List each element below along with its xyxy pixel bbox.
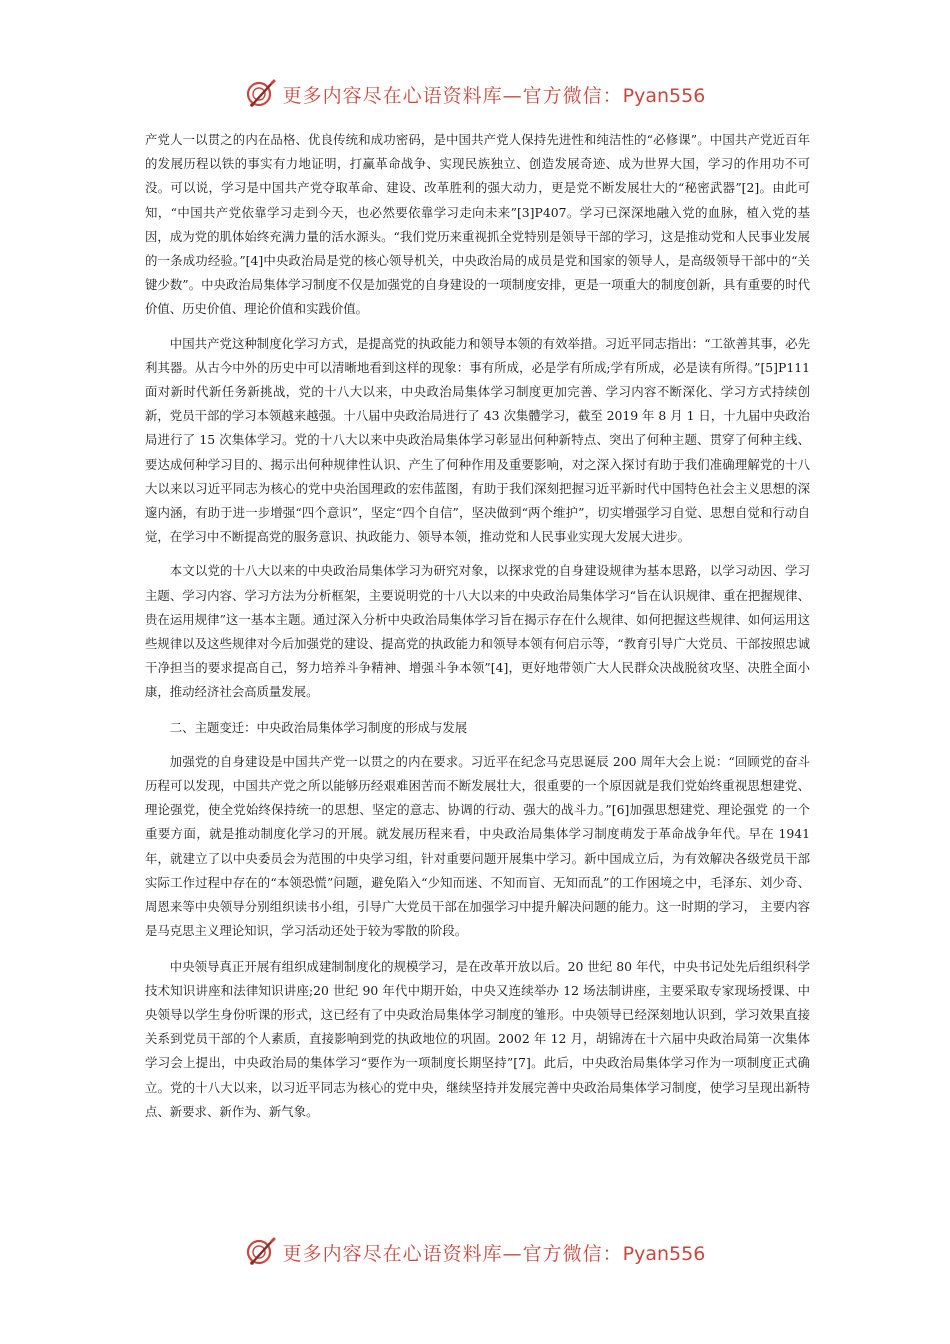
- header-watermark: [0, 72, 950, 116]
- watermark-label: 更多内容尽在心语资料库—官方微信：: [282, 1242, 623, 1265]
- watermark-text: [283, 1239, 706, 1266]
- paragraph-3: 本文以党的十八大以来的中央政治局集体学习为研究对象，以探求党的自身建设规律为基本思路，以学习动因、学习主题、学习内容、学习方法为分析框架，主要说明党的十八大以来的中央政治局集体学习“旨在认识规律、重在把握规律、贵在运用规律”这一基本主题。通过深入分析中央政治局集体学习旨在揭示存在什么规律、如何把握这些规律、如何运用这些规律以及这些规律对今后加强党的建设、提高党的执政能力和领导本领有何启示等，“教育引导广大党员、干部按照忠诚干净担当的要求提高自己，努力培养斗争精神、增强斗争本领”[4]，更好地带领广大人民群众决战脱贫攻坚、决胜全面小康，推动经济社会高质量发展。: [145, 563, 810, 700]
- paragraph-1: 产党人一以贯之的内在品格、优良传统和成功密码，是中国共产党人保持先进性和纯洁性的“必修课”。中国共产党近百年的发展历程以铁的事实有力地证明，打赢革命战争、实现民族独立、创造发展奇迹、成为世界大国，学习的作用功不可没。可以说，学习是中国共产党夺取革命、建设、改革胜利的强大动力，更是党不断发展壮大的“秘密武器”[2]。由此可知，“中国共产党依靠学习走到今天，也必然要依靠学习走向未来”[3]P407。学习已深深地融入党的血脉，植入党的基因，成为党的肌体始终充满力量的活水源头。“我们党历来重视抓全党特别是领导干部的学习，这是推动党和人民事业发展的一条成功经验。”[4]中央政治局是党的核心领导机关，中央政治局的成员是党和国家的领导人，是高级领导干部中的“关键少数”。中央政治局集体学习制度不仅是加强党的自身建设的一项制度安排，更是一项重大的制度创新，具有重要的时代价值、历史价值、理论价值和实践价值。: [145, 132, 810, 317]
- footer-watermark: [0, 1230, 950, 1274]
- paragraph-4: 加强党的自身建设是中国共产党一以贯之的内在要求。习近平在纪念马克思诞辰 200 周年大会上说：“回顾党的奋斗历程可以发现，中国共产党之所以能够历经艰难困苦而不断发展壮大，很重要的一个原因就是我们党始终重视思想建党、理论强党，使全党始终保持统一的思想、坚定的意志、协调的行动、强大的战斗力。”[6]加强思想建党、理论强党 的一个重要方面，就是推动制度化学习的开展。就发展历程来看，中央政治局集体学习制度萌发于革命战争年代。早在 1941 年，就建立了以中央委员会为范围的中央学习组，针对重要问题开展集中学习。新中国成立后，为有效解决各级党员干部实际工作过程中存在的“本领恐慌”问题，避免陷入“少知而迷、不知而盲、无知而乱”的工作困境之中，毛泽东、刘少奇、周恩来等中央领导分别组织读书小组，引导广大党员干部在加强学习中提升解决问题的能力。这一时期的学习， 主要内容是马克思主义理论知识，学习活动还处于较为零散的阶段。: [145, 753, 810, 939]
- watermark-label: 更多内容尽在心语资料库—官方微信：: [282, 84, 623, 107]
- section-heading: 二、主题变迁：中央政治局集体学习制度的形成与发展: [169, 719, 468, 735]
- logo-icon: [245, 78, 277, 110]
- watermark-id: Pyan556: [622, 1242, 706, 1265]
- document-body: [145, 128, 810, 1124]
- watermark-text: [283, 81, 706, 108]
- watermark-id: Pyan556: [622, 84, 706, 107]
- paragraph-2: 中国共产党这种制度化学习方式，是提高党的执政能力和领导本领的有效举措。习近平同志指出：“工欲善其事，必先利其器。从古今中外的历史中可以清晰地看到这样的现象：事有所成，必是学有所成;学有所成，必是读有所得。”[5]P111 面对新时代新任务新挑战，党的十八大以来，中央政治局集体学习制度更加完善、学习内容不断深化、学习方式持续创新，党员干部的学习本领越来越强。十八届中央政治局进行了 43 次集體学习，截至 2019 年 8 月 1 日，十九届中央政治局进行了 15 次集体学习。党的十八大以来中央政治局集体学习彰显出何种新特点、突出了何种主题、贯穿了何种主线、要达成何种学习目的、揭示出何种规律性认识、产生了何种作用及重要影响，对之深入探讨有助于我们准确理解党的十八大以来以习近平同志为核心的党中央治国理政的宏伟蓝图，有助于我们深刻把握习近平新时代中国特色社会主义思想的深邃内涵，有助于进一步增强“四个意识”，坚定“四个自信”，坚决做到“两个维护”，切实增强学习自觉、思想自觉和行动自觉，在学习中不断提高党的服务意识、执政能力、领导本领，推动党和人民事业实现大发展大进步。: [145, 335, 810, 545]
- logo-icon: [245, 1236, 277, 1268]
- paragraph-5: 中央领导真正开展有组织成建制制度化的规模学习，是在改革开放以后。20 世纪 80 年代，中央书记处先后组织科学技术知识讲座和法律知识讲座;20 世纪 90 年代中期开始，中央又连续举办 12 场法制讲座，主要采取专家现场授课、中央领导以学生身份听课的形式，这已经有了中央政治局集体学习制度的雏形。中央领导已经深刻地认识到，学习效果直接关系到党员干部的个人素质，直接影响到党的执政地位的巩固。2002 年 12 月，胡锦涛在十六届中央政治局第一次集体学习会上提出，中央政治局的集体学习“要作为一项制度长期坚持”[7]。此后，中央政治局集体学习作为一项制度正式确立。党的十八大以来，以习近平同志为核心的党中央，继续坚持并发展完善中央政治局集体学习制度，使学习呈现出新特点、新要求、新作为、新气象。: [145, 958, 810, 1119]
